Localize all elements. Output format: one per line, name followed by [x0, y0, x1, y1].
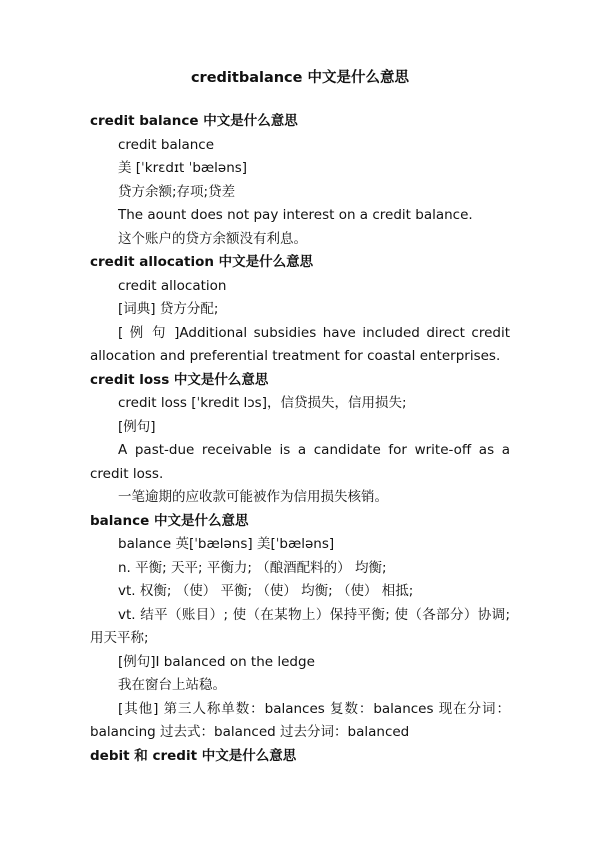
section-heading-credit-loss: credit loss 中文是什么意思 — [90, 371, 269, 388]
example-translation: 我在窗台上站稳。 — [118, 677, 226, 693]
definition-line: [词典] 贷方分配; — [118, 301, 219, 317]
example-translation: 这个账户的贷方余额没有利息。 — [118, 230, 307, 247]
term-line: credit loss [ˈkredit lɔs]，信贷损失，信用损失; — [118, 395, 407, 411]
pronunciation-line: 美 [ˈkrɛdɪt ˈbæləns] — [118, 160, 248, 176]
document-page — [90, 66, 510, 768]
page-title: creditbalance 中文是什么意思 — [190, 70, 410, 86]
example-translation: 一笔逾期的应收款可能被作为信用损失核销。 — [118, 489, 388, 505]
definition-noun: n. 平衡; 天平; 平衡力; （酿酒配料的） 均衡; — [118, 559, 387, 576]
example-sentence: A past-due receivable is a candidate for write-off as a credit loss. — [90, 442, 510, 482]
definition-verb-2: vt. 结平（账目）; 使（在某物上）保持平衡; 使（各部分）协调; 用天平称; — [90, 606, 510, 646]
other-forms: [其他] 第三人称单数：balances 复数：balances 现在分词：balancing 过去式：balanced 过去分词：balanced — [90, 700, 510, 740]
example-sentence: The aount does not pay interest on a credit balance. — [118, 207, 473, 223]
definition-line: 贷方余额;存项;贷差 — [118, 183, 236, 200]
definition-verb-1: vt. 权衡; （使） 平衡; （使） 均衡; （使） 相抵; — [118, 583, 414, 599]
section-heading-debit-credit: debit 和 credit 中文是什么意思 — [90, 747, 297, 764]
example-sentence: [ 例 句 ]Additional subsidies have included direct credit allocation and preferential treatment for coastal enterprises. — [90, 324, 510, 364]
section-heading-credit-balance: credit balance 中文是什么意思 — [90, 113, 298, 129]
pronunciation-line: balance 英[ˈbæləns] 美[ˈbæləns] — [118, 536, 335, 552]
section-heading-credit-allocation: credit allocation 中文是什么意思 — [90, 254, 314, 270]
section-heading-balance: balance 中文是什么意思 — [90, 512, 249, 529]
term-line: credit balance — [118, 136, 215, 153]
term-line: credit allocation — [118, 277, 227, 294]
example-label: [例句] — [118, 418, 156, 435]
example-sentence: [例句]I balanced on the ledge — [118, 653, 315, 670]
